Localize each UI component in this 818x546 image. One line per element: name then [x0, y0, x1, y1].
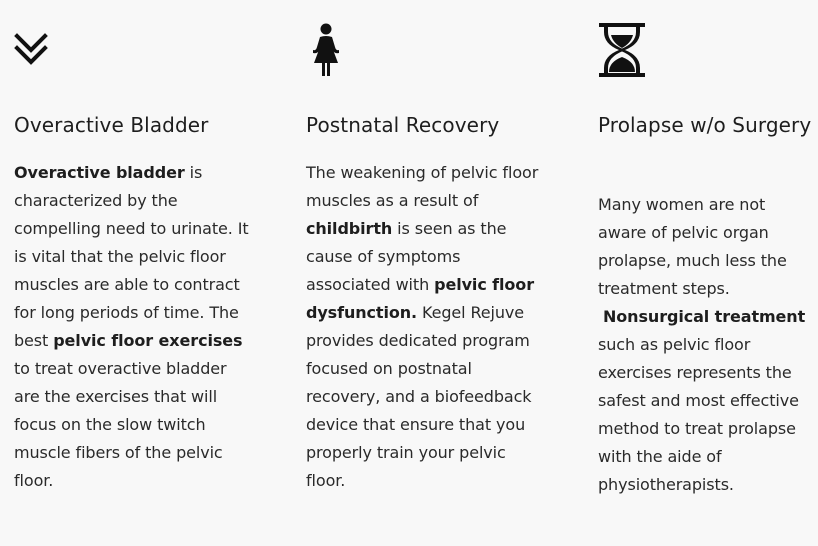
hourglass-icon	[598, 20, 646, 80]
feature-text: to treat overactive bladder are the exercises that will focus on the slow twitch muscle fibers of the pelvic floor.	[14, 359, 227, 490]
feature-title: Postnatal Recovery	[306, 113, 500, 137]
feature-text: is seen as the cause of symptoms associated with	[306, 219, 507, 294]
feature-text: Kegel Rejuve provides dedicated program focused on postnatal recovery, and a biofeedback device that ensure that you properly train your pelvic floor.	[306, 303, 532, 490]
feature-text: is characterized by the compelling need to urinate. It is vital that the pelvic floor muscles are able to contract for long periods of time. The best	[14, 163, 249, 350]
woman-icon	[306, 20, 346, 80]
feature-description	[598, 191, 812, 499]
feature-text: such as pelvic floor exercises represents the safest and most effective method to treat prolapse with the aide of physiotherapists.	[598, 335, 799, 494]
feature-title: Prolapse w/o Surgery	[598, 113, 812, 137]
feature-title: Overactive Bladder	[14, 113, 209, 137]
feature-text-bold: pelvic floor dysfunction.	[306, 275, 534, 322]
feature-text-bold: childbirth	[306, 219, 393, 238]
feature-description	[306, 159, 541, 495]
feature-text: Many women are not aware of pelvic organ prolapse, much less the treatment steps.	[598, 195, 787, 298]
feature-text-bold: pelvic floor exercises	[53, 331, 243, 350]
feature-text: The weakening of pelvic floor muscles as a result of	[306, 163, 539, 210]
feature-description	[14, 159, 249, 495]
feature-text-bold: Overactive bladder	[14, 163, 185, 182]
double-chevron-down-icon	[14, 20, 48, 80]
feature-text-bold: Nonsurgical treatment	[603, 307, 806, 326]
